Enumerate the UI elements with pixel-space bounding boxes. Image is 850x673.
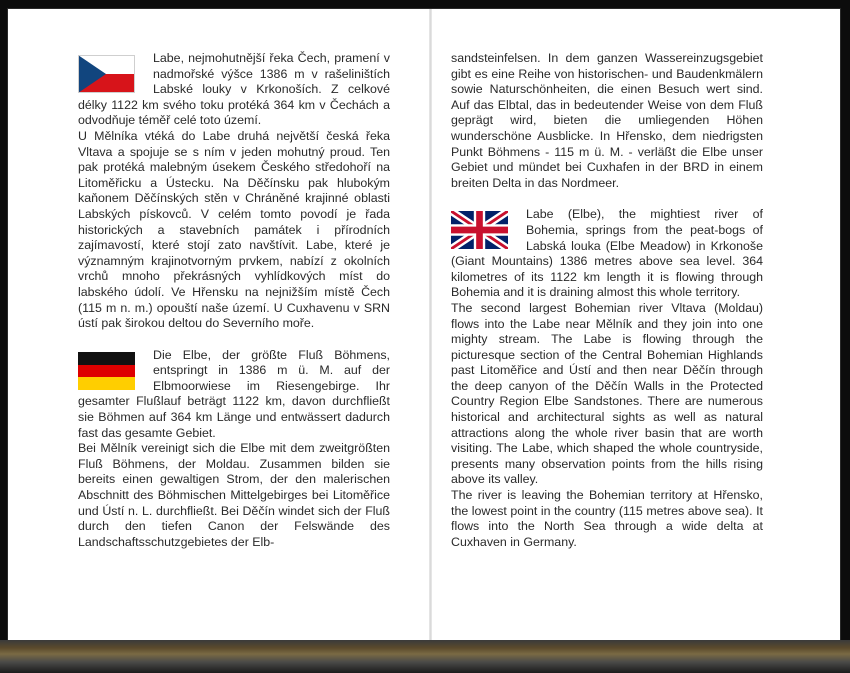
booklet-page <box>8 9 840 641</box>
uk-flag-icon <box>451 211 508 249</box>
german-flag-icon <box>78 352 135 390</box>
english-paragraph-1: Labe (Elbe), the mightiest river of Bohemia, springs from the peat-bogs of Labská louka (Elbe Meadow) in Krkonoše (Giant Mountains) 1386 metres above sea level. 364 kilometres of its 1122 km length it is flowing through Bohemia and it is draining almost this whole territory. <box>451 207 763 300</box>
photo-strip <box>0 640 850 673</box>
left-column <box>78 51 390 550</box>
english-paragraph-2: The second largest Bohemian river Vltava (Moldau) flows into the Labe near Mělník and they join into one mighty stream. The Labe is flowing through the picturesque section of the Central Bohemian Highlands past Litoměřice and Ústí and then near Děčín through the deep canyon of the Děčín Walls in the Protected Country Region Elbe Sandstones. There are numerous historical and architectural sights as well as natural attractions along the whole river basin that are worth visiting. The Labe, which shaped the whole countryside, presents many observation points from the hills rising above its valley. <box>451 300 763 487</box>
german-paragraph-2: Bei Mělník vereinigt sich die Elbe mit dem zweitgrößten Fluß Böhmens, der Moldau. Zusammen bilden sie bereits einen gewaltigen Strom, der den malerischen Abschnitt des Böhmischen Mittelgebirges bei Litoměřice und Ústí n. L. durchfließt. Bei Děčín windet sich der Fluß durch den tiefen Canon der Felswände des Landschaftsschutzgebietes der Elb- <box>78 441 390 549</box>
czech-paragraph-2: U Mělníka vtéká do Labe druhá největší česká řeka Vltava a spojuje se s ním v jeden mohutný proud. Ten pak protéká malebným úsekem Českého středohoří na Litoměřicku a Ústecku. Na Děčínsku pak hlubokým kaňonem Děčínských stěn v Chráněné krajinné oblasti Labských pískovců. V celém tomto povodí je řada historických a stavebních památek i přírodních zajímavostí, které stojí zato navštívit. Labe, které je významným krajinotvorným prvkem, nabízí z okolních vrchů mnoho překrásných vyhlídkových míst do labského údolí. Ve Hřensku na nejnižším místě Čech (115 m n. m.) opouští naše území. U Cuxhavenu v SRN ústí pak širokou deltou do Severního moře. <box>78 128 390 331</box>
page-spine <box>429 9 432 641</box>
german-paragraph-3: sandsteinfelsen. In dem ganzen Wassereinzugsgebiet gibt es eine Reihe von historischen- und Baudenkmälern sowie Naturschönheiten, die einen Besuch wert sind. Auf das Elbtal, das in bedeutender Weise von dem Fluß geprägt wird, bieten die umliegenden Höhen wunderschöne Ausblicke. In Hřensko, dem niedrigsten Punkt Böhmens - 115 m ü. M. - verläßt die Elbe unser Gebiet und mündet bei Cuxhafen in der BRD in einem breiten Delta in das Nordmeer. <box>451 51 763 190</box>
right-column <box>451 51 763 550</box>
czech-paragraph-1: Labe, nejmohutnější řeka Čech, pramení v nadmořské výšce 1386 m v rašeliništích Labské louky v Krkonoších. Z celkové délky 1122 km svého toku protéká 364 km v Čechách a odvodňuje téměř celé toto území. <box>78 51 390 128</box>
english-paragraph-3: The river is leaving the Bohemian territory at Hřensko, the lowest point in the country (115 metres above sea). It flows into the North Sea through a wide delta at Cuxhaven in Germany. <box>451 488 763 549</box>
czech-flag-icon <box>78 55 135 93</box>
german-paragraph-1: Die Elbe, der größte Fluß Böhmens, entspringt in 1386 m ü. M. auf der Elbmoorwiese im Riesengebirge. Ihr gesamter Flußlauf beträgt 1122 km, davon durchfließt sie Böhmen auf 364 km Länge und entwässert dadurch fast das gesamte Gebiet. <box>78 347 390 440</box>
